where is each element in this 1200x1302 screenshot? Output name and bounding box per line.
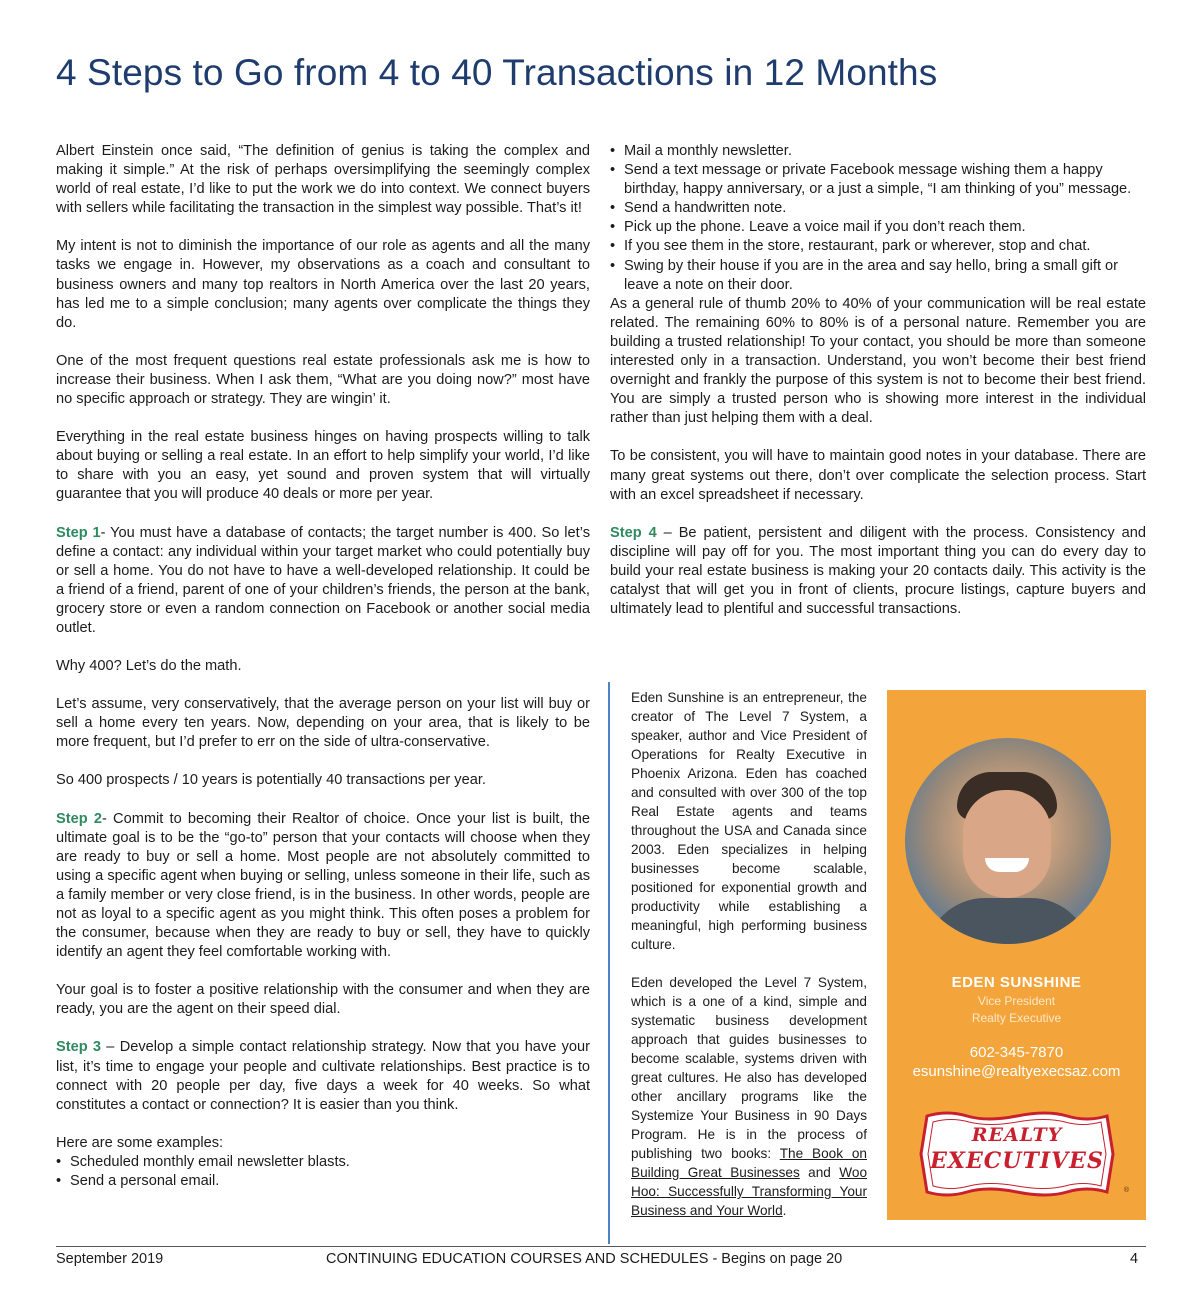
step-1-label: Step 1 [56, 524, 101, 541]
paragraph: As a general rule of thumb 20% to 40% of your communication will be real estate related. The remaining 60% to 80% is of a personal nature. Remember you are building a trusted relationship! To your contact, you should be more than someone interested only in a transaction. Understand, you won’t become their best friend overnight and frankly the purpose of this system is not to become their best friend. You are simply a trusted person who is showing more interest in the individual rather than just helping them with a deal. [610, 295, 1146, 427]
step-4-paragraph [610, 524, 1146, 619]
list-item: • Send a personal email. [56, 1172, 590, 1191]
bio-divider [608, 682, 610, 1244]
author-bio [631, 688, 867, 1239]
left-column [56, 142, 590, 1191]
author-organization: Realty Executive [971, 1011, 1062, 1025]
author-phone[interactable]: 602-345-7870 [969, 1044, 1064, 1061]
bullet-icon: • [610, 238, 616, 255]
list-item: • If you see them in the store, restaurant, park or wherever, stop and chat. [610, 237, 1146, 256]
bullet-icon: • [610, 200, 616, 217]
step-2-paragraph [56, 810, 590, 963]
paragraph: One of the most frequent questions real estate professionals ask me is how to increase their business. When I ask them, “What are you doing now?” most have no specific approach or strategy. They are wingin’ it. [56, 352, 590, 408]
paragraph: To be consistent, you will have to maintain good notes in your database. There are many great systems out there, don’t over complicate the selection process. Start with an excel spreadsheet if necessary. [610, 448, 1146, 503]
bullet-icon: • [610, 162, 616, 179]
list-item: • Swing by their house if you are in the area and say hello, bring a small gift or leave a note on their door. [610, 257, 1119, 293]
examples-intro: Here are some examples: [56, 1134, 224, 1151]
step-1-paragraph [56, 524, 590, 639]
paragraph: Everything in the real estate business hinges on having prospects willing to talk about buying or selling a real estate. In an effort to help simplify your world, I’d like to share with you an easy, yet sound and proven system that will virtually guarantee that you will produce 40 deals or more per year. [56, 429, 590, 503]
intro-paragraph: Albert Einstein once said, “The definition of genius is taking the complex and making it simple.” At the risk of perhaps oversimplifying the seemingly complex world of real estate, I’d like to put the work we do into context. We connect buyers with sellers while facilitating the transaction in the simplest way possible. That’s it! [56, 143, 590, 217]
list-item: • Pick up the phone. Leave a voice mail if you don’t reach them. [610, 218, 1146, 237]
logo-text-bottom: EXECUTIVES [930, 1148, 1104, 1174]
step-2-label: Step 2 [56, 810, 102, 827]
author-email[interactable]: esunshine@realtyexecsaz.com [912, 1063, 1121, 1080]
footer-divider [56, 1246, 1146, 1247]
registered-mark: ® [1123, 1187, 1129, 1194]
step-4-text: – Be patient, persistent and diligent with the process. Consistency and discipline will pay off for you. The most important thing you can do every day to build your real estate business is making your 20 contacts daily. This activity is the catalyst that will get you in front of clients, procure listings, capture buyers and ultimately lead to plentiful and successful transactions. [610, 524, 1146, 618]
author-card [887, 690, 1146, 1220]
paragraph: Let’s assume, very conservatively, that the average person on your list will buy or sell a home every ten years. Now, depending on your area, that is likely to be more frequent, but I’d prefer to err on the side of ultra-conservative. [56, 696, 590, 751]
step-3-text: – Develop a simple contact relationship strategy. Now that you have your list, it’s time to engage your people and cultivate relationships. Best practice is to connect with 20 people per day, five days a week for 40 weeks. So what constitutes a contact or connection? It is easier than you think. [56, 1039, 591, 1113]
bullet-icon: • [56, 1173, 62, 1190]
step-3-label: Step 3 [56, 1039, 102, 1056]
step-1-text: - You must have a database of contacts; the target number is 400. So let’s define a contact: any individual within your target market who could potentially buy or sell a home. You do not have to have a well-developed relationship. It could be a friend of a friend, parent of one of your children’s friends, the person at the bank, grocery store or even a random connection on Facebook or another social media outlet. [56, 524, 590, 636]
realty-executives-logo [917, 1110, 1129, 1198]
list-item: • Send a text message or private Facebook message wishing them a happy birthday, happy anniversary, or a just a simple, “I am thinking of you” message. [610, 162, 1132, 198]
footer-date: September 2019 [56, 1251, 164, 1267]
author-role: Vice President [977, 994, 1056, 1008]
paragraph: Why 400? Let’s do the math. [56, 658, 242, 675]
list-item: • Send a handwritten note. [610, 199, 1146, 218]
paragraph: My intent is not to diminish the importance of our role as agents and all the many tasks we engage in. However, my observations as a coach and consultant to business owners and many top realtors in North America over the last 20 years, has led me to a simple conclusion; many agents over complicate the things they do. [56, 238, 590, 331]
list-item: • Scheduled monthly email newsletter blasts. [56, 1153, 590, 1172]
author-photo [905, 738, 1111, 944]
book-title-link[interactable]: Woo Hoo: Successfully Transforming Your Business and Your World [631, 1165, 868, 1218]
book-title-link[interactable]: The Book on Building Great Businesses [631, 1146, 867, 1180]
bullet-icon: • [610, 257, 616, 274]
examples-list-continued [610, 142, 1146, 295]
footer-section-title: CONTINUING EDUCATION COURSES AND SCHEDULES - Begins on page 20 [326, 1251, 843, 1267]
step-3-paragraph [56, 1038, 590, 1114]
paragraph: So 400 prospects / 10 years is potentially 40 transactions per year. [56, 772, 486, 789]
bullet-icon: • [610, 143, 616, 159]
bio-paragraph: Eden developed the Level 7 System, which is a one of a kind, simple and systematic business development approach that guides businesses to become scalable, systems driven with great cultures. He also has developed other ancillary programs like the Systemize Your Business in 90 Days Program. He is in the process of publishing two books: The Book on Building Great Businesses and Woo Hoo: Successfully Transforming Your Business and Your World. [631, 975, 868, 1218]
bullet-icon: • [56, 1153, 62, 1170]
author-name: EDEN SUNSHINE [951, 974, 1082, 991]
page-title: 4 Steps to Go from 4 to 40 Transactions in 12 Months [56, 52, 938, 93]
page-number: 4 [1130, 1251, 1139, 1267]
right-column [610, 142, 1146, 638]
step-4-label: Step 4 [610, 524, 657, 541]
paragraph: Your goal is to foster a positive relationship with the consumer and when they are ready, you are the agent on their speed dial. [56, 982, 590, 1018]
list-item: • Mail a monthly newsletter. [610, 142, 1146, 161]
examples-list [56, 1153, 590, 1191]
step-2-text: - Commit to becoming their Realtor of choice. Once your list is built, the ultimate goal is to be the “go-to” person that your contacts will choose when they are ready to buy or sell a home. Most people are not absolutely committed to using a specific agent when buying or selling, unless someone in their life, such as a family member or very close friend, is in the business. In other words, people are not as loyal to a specific agent as you might think. This often poses a problem for the consumer, because when they are ready to buy or sell, they have to quickly identify an agent they feel comfortable working with. [56, 810, 591, 961]
bullet-icon: • [610, 219, 616, 236]
logo-text-top: REALTY [971, 1124, 1063, 1146]
bio-paragraph: Eden Sunshine is an entrepreneur, the creator of The Level 7 System, a speaker, author and Vice President of Operations for Realty Executive in Phoenix Arizona. Eden has coached and consulted with over 300 of the top Real Estate agents and teams throughout the USA and Canada since 2003. Eden specializes in helping businesses become scalable, positioned for exponential growth and productivity while establishing a meaningful, high performing business culture. [631, 690, 867, 952]
